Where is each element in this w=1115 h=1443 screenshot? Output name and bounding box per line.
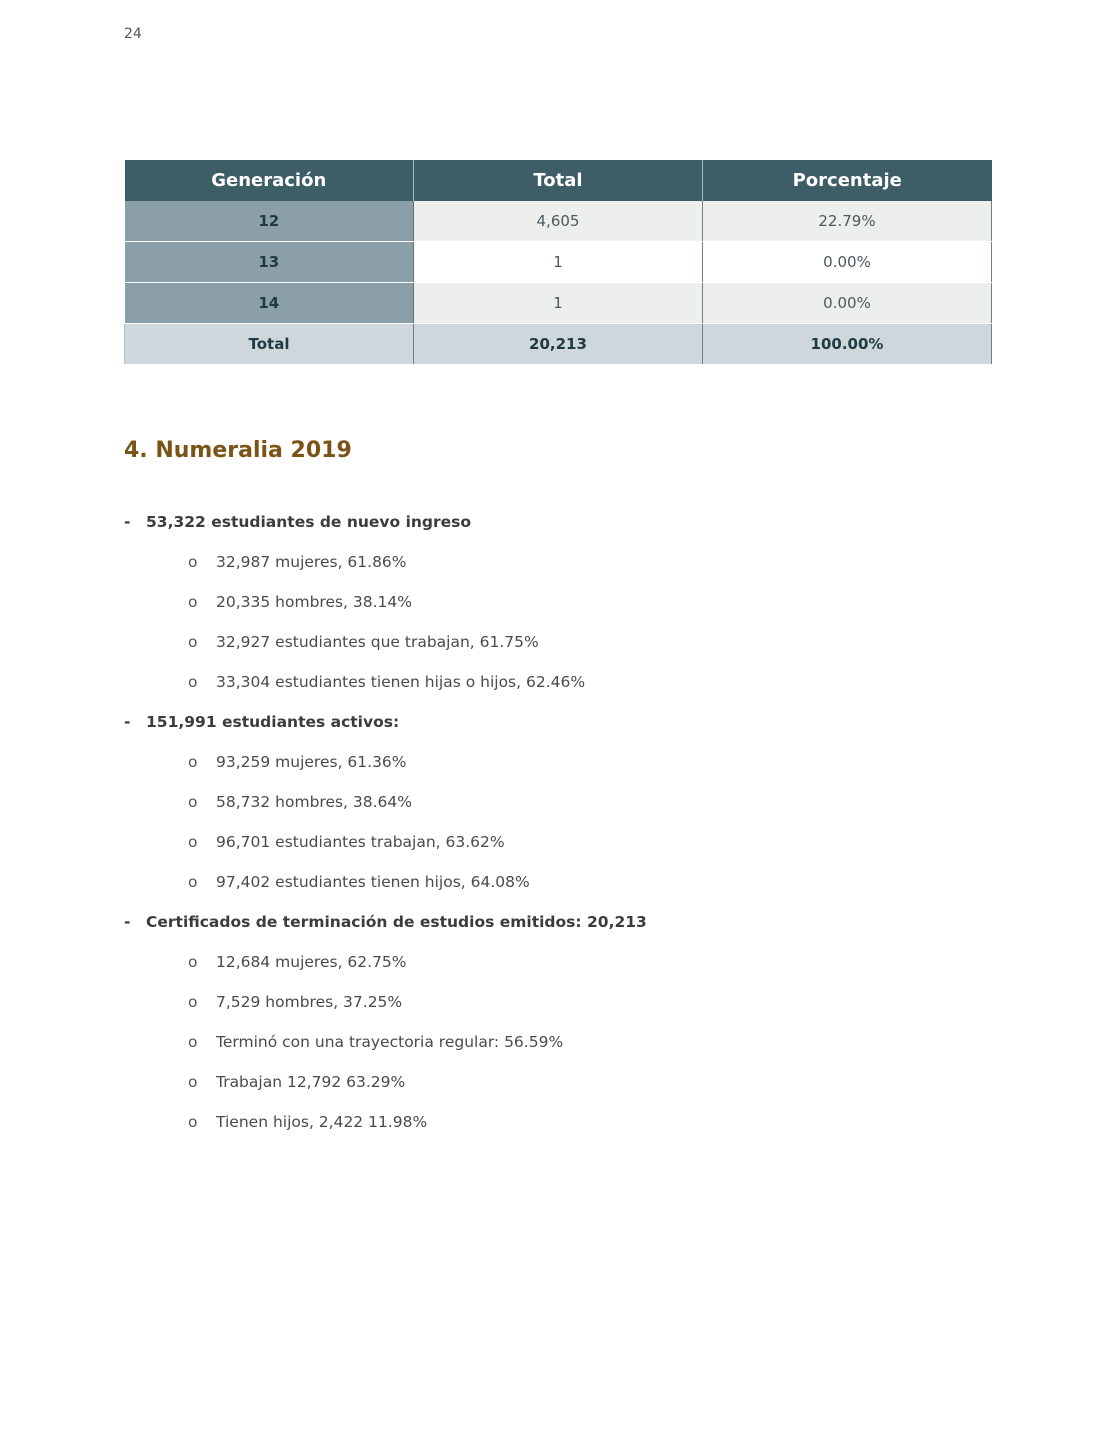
header-generacion: Generación bbox=[125, 160, 414, 201]
list-item-text: 93,259 mujeres, 61.36% bbox=[216, 753, 407, 771]
list-item-text: 32,987 mujeres, 61.86% bbox=[216, 553, 407, 571]
generation-table bbox=[124, 160, 992, 365]
section-title: 4. Numeralia 2019 bbox=[124, 438, 352, 463]
group-heading-text: 151,991 estudiantes activos: bbox=[146, 713, 400, 731]
page-number: 24 bbox=[124, 26, 142, 42]
group-heading-text: Certificados de terminación de estudios emitidos: 20,213 bbox=[146, 913, 647, 931]
table-row bbox=[125, 201, 992, 242]
total-value: 20,213 bbox=[414, 324, 703, 365]
table-header-row bbox=[125, 160, 992, 201]
circle-bullet: o bbox=[188, 793, 198, 811]
list-item bbox=[124, 942, 1004, 982]
cell-porcentaje: 22.79% bbox=[703, 201, 992, 242]
list-item-text: Trabajan 12,792 63.29% bbox=[216, 1073, 406, 1091]
list-group-heading bbox=[124, 702, 1004, 742]
list-item bbox=[124, 582, 1004, 622]
circle-bullet: o bbox=[188, 1113, 198, 1131]
cell-total: 1 bbox=[414, 242, 703, 283]
list-item bbox=[124, 862, 1004, 902]
list-item-text: 97,402 estudiantes tienen hijos, 64.08% bbox=[216, 873, 530, 891]
circle-bullet: o bbox=[188, 833, 198, 851]
list-item bbox=[124, 622, 1004, 662]
circle-bullet: o bbox=[188, 633, 198, 651]
cell-porcentaje: 0.00% bbox=[703, 283, 992, 324]
dash-bullet: - bbox=[124, 913, 131, 931]
list-item bbox=[124, 982, 1004, 1022]
table-row bbox=[125, 283, 992, 324]
dash-bullet: - bbox=[124, 713, 131, 731]
total-percentage: 100.00% bbox=[703, 324, 992, 365]
circle-bullet: o bbox=[188, 873, 198, 891]
header-total: Total bbox=[414, 160, 703, 201]
list-item bbox=[124, 1102, 1004, 1142]
list-item bbox=[124, 662, 1004, 702]
cell-porcentaje: 0.00% bbox=[703, 242, 992, 283]
list-item bbox=[124, 1062, 1004, 1102]
circle-bullet: o bbox=[188, 593, 198, 611]
table-row bbox=[125, 242, 992, 283]
cell-total: 4,605 bbox=[414, 201, 703, 242]
cell-generacion: 14 bbox=[125, 283, 414, 324]
list-item-text: 58,732 hombres, 38.64% bbox=[216, 793, 413, 811]
list-item-text: 32,927 estudiantes que trabajan, 61.75% bbox=[216, 633, 539, 651]
numeralia-list bbox=[124, 502, 1004, 1142]
list-item bbox=[124, 1022, 1004, 1062]
header-porcentaje: Porcentaje bbox=[703, 160, 992, 201]
total-label: Total bbox=[125, 324, 414, 365]
circle-bullet: o bbox=[188, 953, 198, 971]
list-item bbox=[124, 542, 1004, 582]
cell-total: 1 bbox=[414, 283, 703, 324]
circle-bullet: o bbox=[188, 1073, 198, 1091]
circle-bullet: o bbox=[188, 753, 198, 771]
cell-generacion: 12 bbox=[125, 201, 414, 242]
group-heading-text: 53,322 estudiantes de nuevo ingreso bbox=[146, 513, 472, 531]
list-item-text: 20,335 hombres, 38.14% bbox=[216, 593, 413, 611]
circle-bullet: o bbox=[188, 553, 198, 571]
list-item bbox=[124, 822, 1004, 862]
cell-generacion: 13 bbox=[125, 242, 414, 283]
circle-bullet: o bbox=[188, 1033, 198, 1051]
list-item-text: 33,304 estudiantes tienen hijas o hijos, 62.46% bbox=[216, 673, 586, 691]
list-group-heading bbox=[124, 902, 1004, 942]
list-item bbox=[124, 742, 1004, 782]
list-item-text: 96,701 estudiantes trabajan, 63.62% bbox=[216, 833, 505, 851]
list-item-text: 12,684 mujeres, 62.75% bbox=[216, 953, 407, 971]
list-group-heading bbox=[124, 502, 1004, 542]
circle-bullet: o bbox=[188, 993, 198, 1011]
list-item-text: Terminó con una trayectoria regular: 56.59% bbox=[216, 1033, 564, 1051]
list-item-text: Tienen hijos, 2,422 11.98% bbox=[216, 1113, 428, 1131]
table-total-row bbox=[125, 324, 992, 365]
dash-bullet: - bbox=[124, 513, 131, 531]
list-item-text: 7,529 hombres, 37.25% bbox=[216, 993, 403, 1011]
list-item bbox=[124, 782, 1004, 822]
circle-bullet: o bbox=[188, 673, 198, 691]
